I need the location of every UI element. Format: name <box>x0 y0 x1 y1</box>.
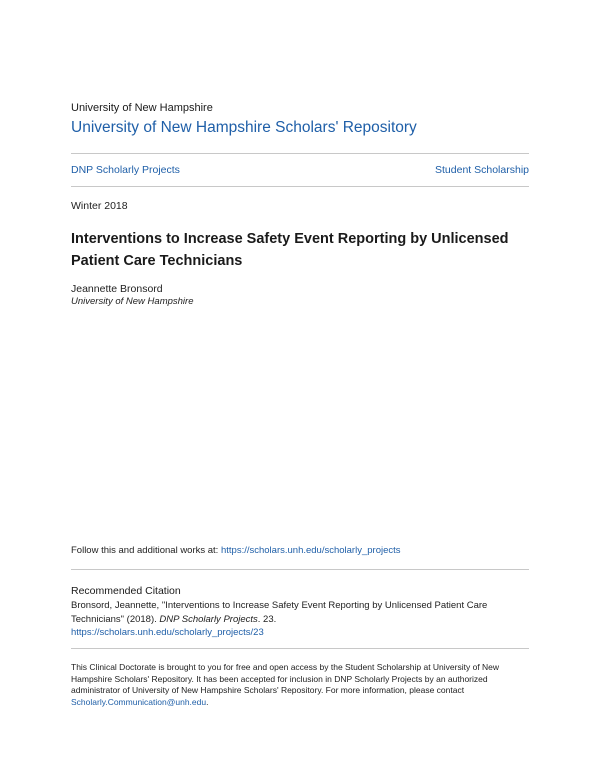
access-notice <box>71 662 531 708</box>
collection-link-student-scholarship[interactable]: Student Scholarship <box>435 164 529 176</box>
divider <box>71 569 529 570</box>
publication-date: Winter 2018 <box>71 200 128 212</box>
collection-link-dnp-projects[interactable]: DNP Scholarly Projects <box>71 164 180 176</box>
citation-url-link[interactable]: https://scholars.unh.edu/scholarly_projects/23 <box>71 627 264 638</box>
notice-text: This Clinical Doctorate is brought to you for free and open access by the Student Scholarship at University of New Hampshire Scholars' Repository. It has been accepted for inclusion in DNP Scholarly Projects by an authorized administrator of University of New Hampshire Scholars' Repository. For more information, please contact <box>71 662 500 695</box>
author-name: Jeannette Bronsord <box>71 283 163 295</box>
contact-email-link[interactable]: Scholarly.Communication@unh.edu <box>71 696 207 707</box>
follow-url-link[interactable]: https://scholars.unh.edu/scholarly_projects <box>220 545 401 556</box>
citation-text <box>71 599 531 640</box>
citation-journal: DNP Scholarly Projects <box>159 613 258 625</box>
citation-body: Bronsord, Jeannette, "Interventions to Increase Safety Event Reporting by Unlicensed Patient Care Technicians" (2018). <box>71 600 488 625</box>
repository-link[interactable]: University of New Hampshire Scholars' Repository <box>71 119 417 136</box>
citation-volume: . 23. <box>257 613 277 625</box>
follow-line <box>71 545 401 556</box>
divider <box>71 648 529 649</box>
follow-text: Follow this and additional works at: <box>71 545 221 556</box>
institution-name: University of New Hampshire <box>71 102 213 114</box>
notice-end: . <box>206 696 209 707</box>
author-affiliation: University of New Hampshire <box>71 296 194 307</box>
recommended-citation-heading: Recommended Citation <box>71 585 181 597</box>
divider <box>71 153 529 154</box>
document-title: Interventions to Increase Safety Event Reporting by Unlicensed Patient Care Technicians <box>71 231 509 269</box>
divider <box>71 186 529 187</box>
